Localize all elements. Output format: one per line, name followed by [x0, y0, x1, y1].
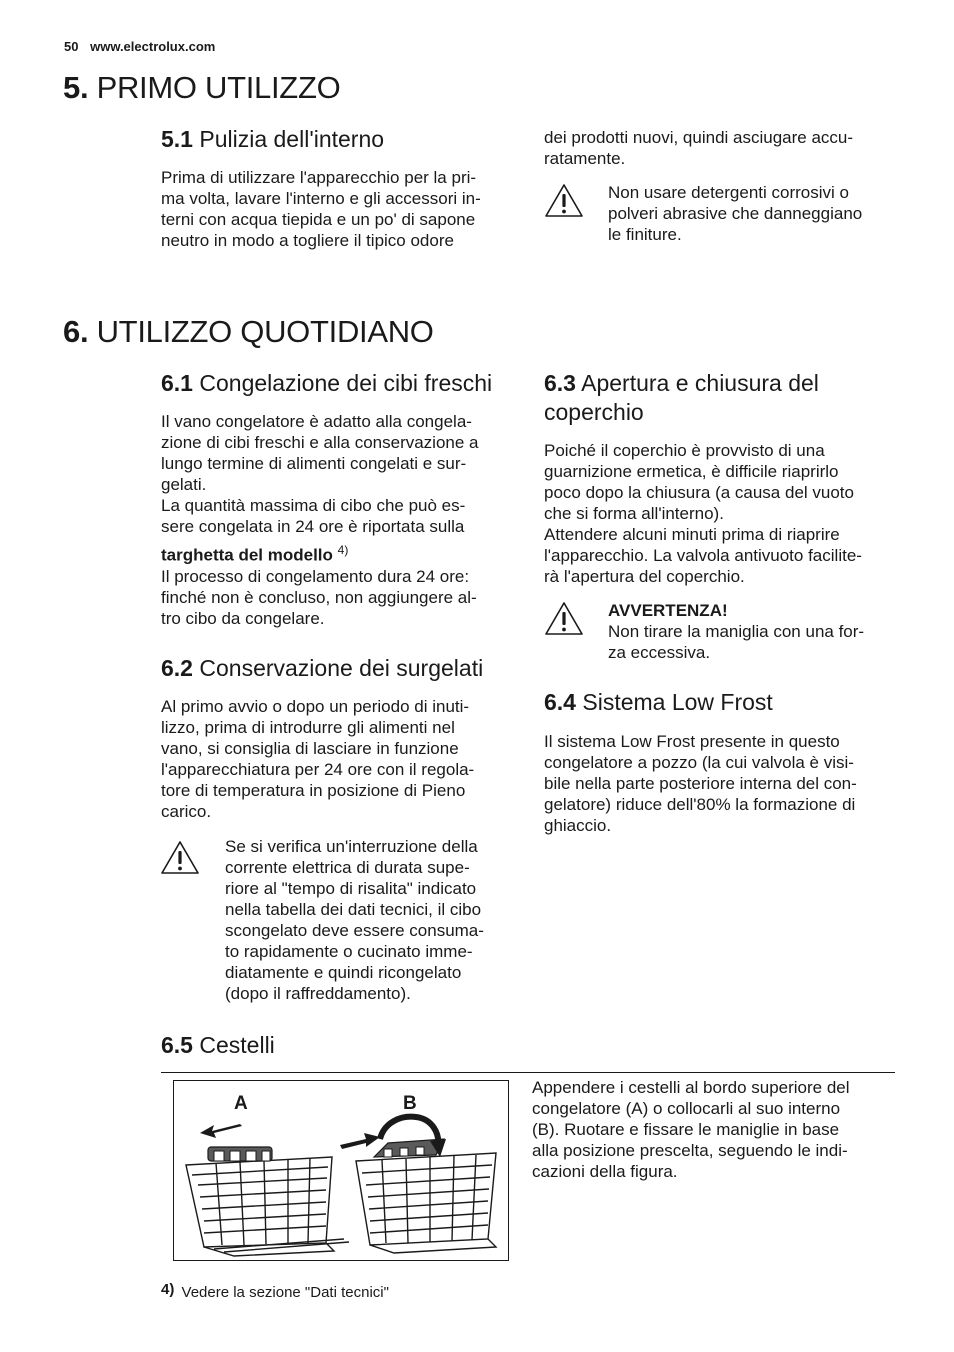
text-line: congelatore a pozzo (la cui valvola è visi-	[544, 753, 854, 772]
warning-line: corrente elettrica di durata supe-	[225, 858, 470, 877]
website-link[interactable]: www.electrolux.com	[90, 39, 216, 54]
text-line: sere congelata in 24 ore è riportata sulla	[161, 517, 465, 536]
warning-line: riore al "tempo di risalita" indicato	[225, 879, 477, 898]
text-line: bile nella parte posteriore interna del con-	[544, 774, 857, 793]
text-line: finché non è concluso, non aggiungere al-	[161, 587, 477, 607]
section-5-title	[63, 70, 340, 106]
text-line: Il processo di congelamento dura 24 ore:	[161, 566, 470, 586]
warning-line: Non tirare la maniglia con una for-	[608, 622, 865, 641]
section-6-5-text	[532, 1077, 897, 1182]
text-line: dei prodotti nuovi, quindi asciugare accu-	[544, 128, 854, 147]
text-line: congelatore (A) o collocarli al suo interno	[532, 1099, 841, 1118]
text-line: rà l'apertura del coperchio.	[544, 567, 745, 586]
section-6-1-number: 6.1	[161, 370, 193, 396]
text-line: lungo termine di alimenti congelati e sur-	[161, 454, 467, 473]
text-line: (B). Ruotare e fissare le maniglie in base	[532, 1120, 840, 1139]
text-line: Appendere i cestelli al bordo superiore del	[532, 1078, 850, 1097]
text-line: terni con acqua tiepida e un po' di sapone	[161, 210, 476, 229]
section-6-2-text	[161, 696, 521, 822]
section-5-1-warning	[608, 182, 908, 245]
page-header	[64, 39, 215, 54]
text-line: gelatore) riduce dell'80% la formazione di	[544, 795, 856, 814]
warning-line: scongelato deve essere consuma-	[225, 921, 484, 940]
section-6-4-text	[544, 731, 904, 836]
section-6-1-text	[161, 411, 521, 629]
warning-line: to rapidamente o cucinato imme-	[225, 942, 473, 961]
warning-line: nella tabella dei dati tecnici, il cibo	[225, 900, 482, 919]
text-line: l'apparecchio. La valvola antivuoto facilite-	[544, 546, 862, 565]
section-6-4-title: Sistema Low Frost	[582, 689, 773, 715]
basket-b-drawing	[356, 1153, 496, 1253]
section-6-1-heading	[161, 369, 492, 398]
text-line: ghiaccio.	[544, 816, 612, 835]
section-5-1-text-left	[161, 167, 521, 251]
warning-triangle-icon	[544, 183, 584, 219]
section-5-1-heading	[161, 125, 384, 154]
section-6-number: 6.	[63, 314, 89, 349]
text-line: cazioni della figura.	[532, 1162, 678, 1181]
basket-a-handle	[208, 1147, 272, 1161]
text-line: neutro in modo a togliere il tipico odore	[161, 231, 454, 250]
warning-line: polveri abrasive che danneggiano	[608, 204, 863, 223]
warning-line: (dopo il raffreddamento).	[225, 984, 411, 1003]
page-number: 50	[64, 39, 79, 54]
section-6-2-heading	[161, 654, 483, 683]
text-line: Al primo avvio o dopo un periodo di inuti-	[161, 697, 470, 716]
text-line: vano, si consiglia di lasciare in funzione	[161, 739, 459, 758]
warning-line: Non usare detergenti corrosivi o	[608, 183, 849, 202]
text-line: Attendere alcuni minuti prima di riaprire	[544, 525, 840, 544]
section-6-3-warning	[608, 600, 908, 663]
section-divider	[161, 1072, 895, 1073]
section-6-title	[63, 314, 434, 350]
text-line: Poiché il coperchio è provvisto di una	[544, 441, 825, 460]
text-line: tro cibo da congelare.	[161, 608, 325, 628]
section-6-5-number: 6.5	[161, 1032, 193, 1058]
section-6-3-number: 6.3	[544, 370, 576, 396]
text-line: ratamente.	[544, 149, 626, 168]
text-line: ma volta, lavare l'interno e gli accessori in-	[161, 189, 481, 208]
warning-line: za eccessiva.	[608, 643, 711, 662]
text-line: poco dopo la chiusura (a causa del vuoto	[544, 483, 854, 502]
footnote-ref: 4)	[337, 543, 349, 557]
basket-a-drawing	[186, 1157, 349, 1256]
section-6-title-text: UTILIZZO QUOTIDIANO	[96, 314, 434, 349]
section-6-4-number: 6.4	[544, 689, 576, 715]
text-line: gelati.	[161, 475, 207, 494]
section-6-2-warning	[225, 836, 525, 1004]
warning-triangle-icon	[544, 601, 584, 637]
text-line: zione di cibi freschi e alla conservazione a	[161, 433, 479, 452]
text-line: Il vano congelatore è adatto alla congela-	[161, 412, 472, 431]
text-line: La quantità massima di cibo che può es-	[161, 496, 466, 515]
warning-triangle-icon	[160, 840, 200, 876]
baskets-illustration	[174, 1081, 508, 1260]
section-6-5-title: Cestelli	[199, 1032, 275, 1058]
section-6-3-title-line1: Apertura e chiusura del	[581, 370, 819, 396]
section-5-number: 5.	[63, 70, 89, 105]
section-6-5-heading	[161, 1031, 275, 1060]
warning-line: diatamente e quindi ricongelato	[225, 963, 462, 982]
section-5-1-title: Pulizia dell'interno	[199, 126, 385, 152]
text-line: lizzo, prima di introdurre gli alimenti nel	[161, 718, 455, 737]
figure-label-a: A	[234, 1093, 248, 1114]
text-line: tore di temperatura in posizione di Pieno	[161, 781, 466, 800]
section-6-4-heading	[544, 688, 773, 717]
section-5-1-text-right	[544, 127, 904, 169]
text-line: l'apparecchiatura per 24 ore con il regola-	[161, 760, 475, 779]
figure-label-b: B	[403, 1093, 417, 1114]
section-5-title-text: PRIMO UTILIZZO	[96, 70, 341, 105]
text-line: che si forma all'interno).	[544, 504, 724, 523]
text-line: Il sistema Low Frost presente in questo	[544, 732, 840, 751]
footnote	[161, 1281, 389, 1301]
text-line: alla posizione prescelta, seguendo le indi-	[532, 1141, 848, 1160]
text-line: carico.	[161, 802, 212, 821]
section-5-1-number: 5.1	[161, 126, 193, 152]
warning-line: Se si verifica un'interruzione della	[225, 837, 478, 856]
section-6-3-title-line2: coperchio	[544, 399, 644, 425]
warning-title: AVVERTENZA!	[608, 601, 728, 620]
baskets-figure	[173, 1080, 509, 1261]
warning-line: le finiture.	[608, 225, 682, 244]
footnote-marker: 4)	[161, 1281, 175, 1298]
section-6-2-title: Conservazione dei surgelati	[199, 655, 484, 681]
rating-plate-line	[161, 540, 521, 566]
section-6-2-number: 6.2	[161, 655, 193, 681]
section-6-3-heading	[544, 369, 904, 427]
section-6-1-title: Congelazione dei cibi freschi	[199, 370, 493, 396]
footnote-text: Vedere la sezione "Dati tecnici"	[181, 1284, 389, 1301]
text-line: guarnizione ermetica, è difficile riaprirlo	[544, 462, 839, 481]
arrow-right-icon	[340, 1133, 380, 1149]
rating-plate-text: targhetta del modello	[161, 545, 333, 565]
text-line: Prima di utilizzare l'apparecchio per la pri-	[161, 168, 477, 187]
arrow-left-icon	[200, 1124, 242, 1138]
section-6-3-text	[544, 440, 904, 587]
